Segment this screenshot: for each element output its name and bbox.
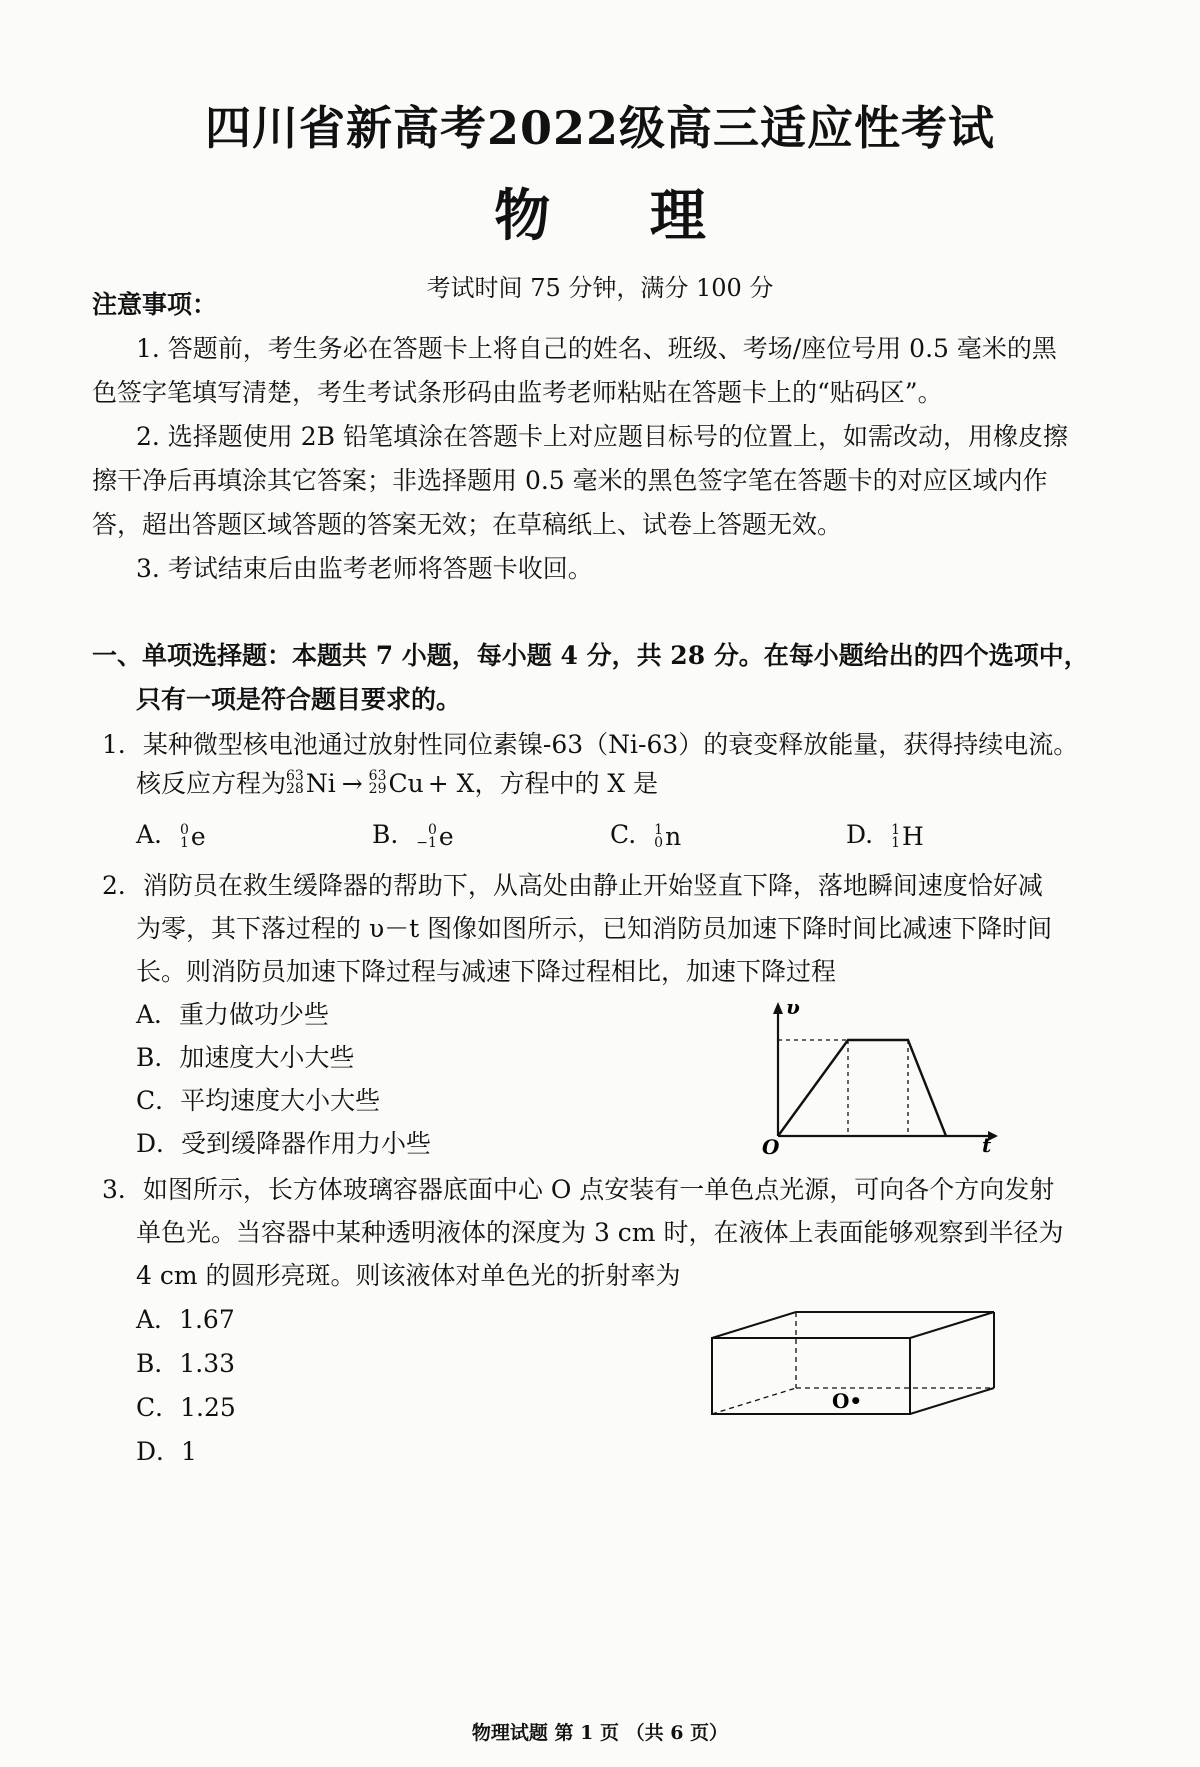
q2-option-a: A．重力做功少些 bbox=[136, 1000, 330, 1029]
q3-option-b: B．1.33 bbox=[136, 1349, 236, 1378]
option-symbol: H bbox=[901, 822, 924, 851]
option-z: 1 bbox=[891, 834, 900, 851]
section1-line1: 一、单项选择题：本题共 7 小题，每小题 4 分，共 28 分。在每小题给出的四个选项中， bbox=[92, 641, 1089, 670]
option-letter: C. bbox=[610, 820, 637, 849]
option-symbol: n bbox=[665, 822, 682, 851]
q1-option-a bbox=[136, 820, 206, 851]
edge-bottom-right bbox=[910, 1388, 994, 1414]
note-line-6: 3. 考试结束后由监考老师将答题卡收回。 bbox=[136, 554, 593, 583]
container-front-face bbox=[712, 1338, 910, 1414]
option-mass: 1 bbox=[654, 821, 664, 838]
note-line-3: 2. 选择题使用 2B 铅笔填涂在答题卡上对应题目标号的位置上，如需改动，用橡皮擦 bbox=[136, 422, 1068, 451]
option-letter: B. bbox=[372, 820, 399, 849]
q1-equation bbox=[136, 770, 658, 796]
nuclide-ni bbox=[286, 770, 336, 796]
option-letter: D. bbox=[846, 820, 874, 849]
page-footer: 物理试题 第 1 页 （共 6 页） bbox=[471, 1722, 729, 1744]
q1-option-b bbox=[372, 820, 454, 851]
exam-info: 考试时间 75 分钟，满分 100 分 bbox=[426, 274, 774, 302]
q2-option-b: B．加速度大小大些 bbox=[136, 1043, 355, 1072]
q2-option-d: D．受到缓降器作用力小些 bbox=[136, 1129, 432, 1158]
option-z: 0 bbox=[654, 834, 664, 851]
note-line-4: 擦干净后再填涂其它答案；非选择题用 0.5 毫米的黑色签字笔在答题卡的对应区域内作 bbox=[92, 466, 1048, 495]
section1-line2: 只有一项是符合题目要求的。 bbox=[136, 685, 462, 714]
option-mass: 1 bbox=[891, 821, 900, 838]
option-z: −1 bbox=[416, 834, 437, 851]
v-axis-arrow bbox=[773, 1002, 783, 1014]
q1-option-d bbox=[846, 820, 924, 851]
glass-container-figure bbox=[700, 1300, 1010, 1430]
note-line-5: 答，超出答题区域答题的答案无效；在草稿纸上、试卷上答题无效。 bbox=[92, 510, 843, 539]
option-letter: A. bbox=[136, 820, 163, 849]
ni-symbol: Ni bbox=[305, 768, 336, 798]
q1-eq-suffix: ，方程中的 X 是 bbox=[474, 768, 659, 798]
v-axis-label: υ bbox=[786, 996, 800, 1019]
q3-line1: 3．如图所示，长方体玻璃容器底面中心 O 点安装有一单色点光源，可向各个方向发射 bbox=[102, 1175, 1055, 1204]
q2-line2: 为零，其下落过程的 υ－t 图像如图所示，已知消防员加速下降时间比减速下降时间 bbox=[136, 914, 1053, 943]
q1-line1: 1．某种微型核电池通过放射性同位素镍-63（Ni-63）的衰变释放能量，获得持续电流。 bbox=[102, 730, 1079, 759]
cu-z: 29 bbox=[368, 781, 387, 797]
edge-top-left bbox=[712, 1312, 796, 1338]
q1-option-c bbox=[610, 820, 681, 851]
t-axis-label: t bbox=[982, 1133, 992, 1156]
nuclide-cu bbox=[369, 770, 424, 796]
vt-curve bbox=[778, 1040, 946, 1136]
hidden-edge-left bbox=[712, 1388, 796, 1414]
subject-title: 物 理 bbox=[494, 183, 746, 249]
velocity-time-graph bbox=[760, 996, 1000, 1156]
ni-z: 28 bbox=[286, 781, 304, 797]
ni-mass: 63 bbox=[286, 768, 304, 784]
plus-x: + X bbox=[427, 768, 475, 798]
q3-option-c: C．1.25 bbox=[136, 1393, 236, 1422]
notes-heading: 注意事项： bbox=[92, 290, 218, 319]
q1-eq-prefix: 核反应方程为 bbox=[136, 768, 287, 798]
cu-symbol: Cu bbox=[388, 768, 424, 798]
arrow: → bbox=[341, 768, 363, 798]
origin-label: O bbox=[762, 1135, 780, 1156]
note-line-1: 1. 答题前，考生务必在答题卡上将自己的姓名、班级、考场/座位号用 0.5 毫米的黑 bbox=[136, 334, 1057, 363]
cu-mass: 63 bbox=[368, 768, 387, 784]
edge-top-right bbox=[910, 1312, 994, 1338]
q2-option-c: C．平均速度大小大些 bbox=[136, 1086, 381, 1115]
q3-line2: 单色光。当容器中某种透明液体的深度为 3 cm 时，在液体上表面能够观察到半径为 bbox=[136, 1218, 1064, 1247]
q2-line3: 长。则消防员加速下降过程与减速下降过程相比，加速下降过程 bbox=[136, 957, 837, 986]
q2-line1: 2．消防员在救生缓降器的帮助下，从高处由静止开始竖直下降，落地瞬间速度恰好减 bbox=[102, 871, 1043, 900]
option-mass: 0 bbox=[428, 821, 437, 838]
point-o-label: O• bbox=[832, 1389, 863, 1413]
option-mass: 0 bbox=[179, 821, 189, 838]
option-z: 1 bbox=[179, 834, 189, 851]
q3-option-d: D．1 bbox=[136, 1437, 197, 1466]
q3-line3: 4 cm 的圆形亮斑。则该液体对单色光的折射率为 bbox=[136, 1261, 681, 1290]
option-symbol: e bbox=[190, 822, 206, 851]
q3-option-a: A．1.67 bbox=[136, 1305, 235, 1334]
option-symbol: e bbox=[438, 822, 454, 851]
note-line-2: 色签字笔填写清楚，考生考试条形码由监考老师粘贴在答题卡上的“贴码区”。 bbox=[92, 378, 943, 407]
exam-title: 四川省新高考2022级高三适应性考试 bbox=[204, 101, 996, 155]
